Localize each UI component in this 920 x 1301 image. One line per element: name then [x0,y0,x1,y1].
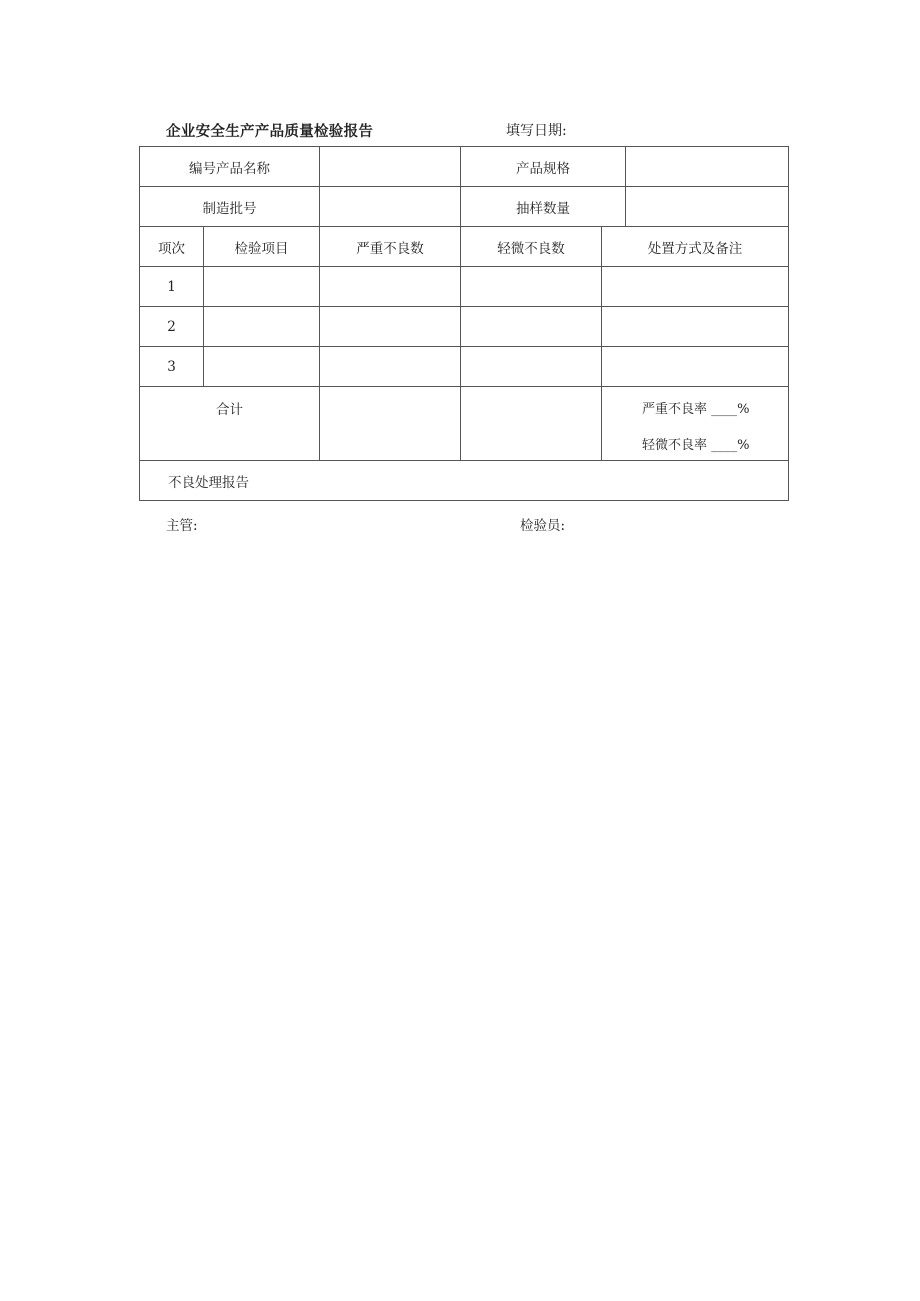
batch-number-label: 制造批号 [140,187,320,227]
severe-rate-label: 严重不良率 ____% [642,402,750,417]
total-label: 合计 [140,387,320,461]
inspection-form-table [139,146,789,501]
minor-defect-cell[interactable] [461,307,602,347]
minor-defect-cell[interactable] [461,347,602,387]
column-header: 处置方式及备注 [602,227,789,267]
severe-defect-cell[interactable] [320,307,461,347]
column-header: 严重不良数 [320,227,461,267]
column-header: 轻微不良数 [461,227,602,267]
table-row [140,347,789,387]
defect-rate-cell[interactable] [602,387,789,461]
severe-defect-cell[interactable] [320,347,461,387]
sample-quantity-label: 抽样数量 [461,187,626,227]
inspector-label: 检验员: [520,518,566,534]
remarks-cell[interactable] [602,267,789,307]
inspection-item-cell[interactable] [204,267,320,307]
item-number: 1 [140,267,204,307]
table-row [140,307,789,347]
product-spec-label: 产品规格 [461,147,626,187]
total-minor-cell[interactable] [461,387,602,461]
total-severe-cell[interactable] [320,387,461,461]
report-title: 企业安全生产产品质量检验报告 [166,124,374,140]
product-name-cell[interactable] [320,147,461,187]
minor-defect-cell[interactable] [461,267,602,307]
batch-number-cell[interactable] [320,187,461,227]
fill-date-label: 填写日期: [506,123,567,139]
minor-rate-label: 轻微不良率 ____% [642,438,750,453]
item-number: 2 [140,307,204,347]
defect-handling-report[interactable]: 不良处理报告 [140,461,789,501]
supervisor-label: 主管: [166,518,198,534]
item-number: 3 [140,347,204,387]
inspection-item-cell[interactable] [204,307,320,347]
column-header: 项次 [140,227,204,267]
inspection-item-cell[interactable] [204,347,320,387]
product-name-label: 编号产品名称 [140,147,320,187]
product-spec-cell[interactable] [626,147,789,187]
sample-quantity-cell[interactable] [626,187,789,227]
column-header: 检验项目 [204,227,320,267]
remarks-cell[interactable] [602,307,789,347]
severe-defect-cell[interactable] [320,267,461,307]
remarks-cell[interactable] [602,347,789,387]
table-row [140,267,789,307]
